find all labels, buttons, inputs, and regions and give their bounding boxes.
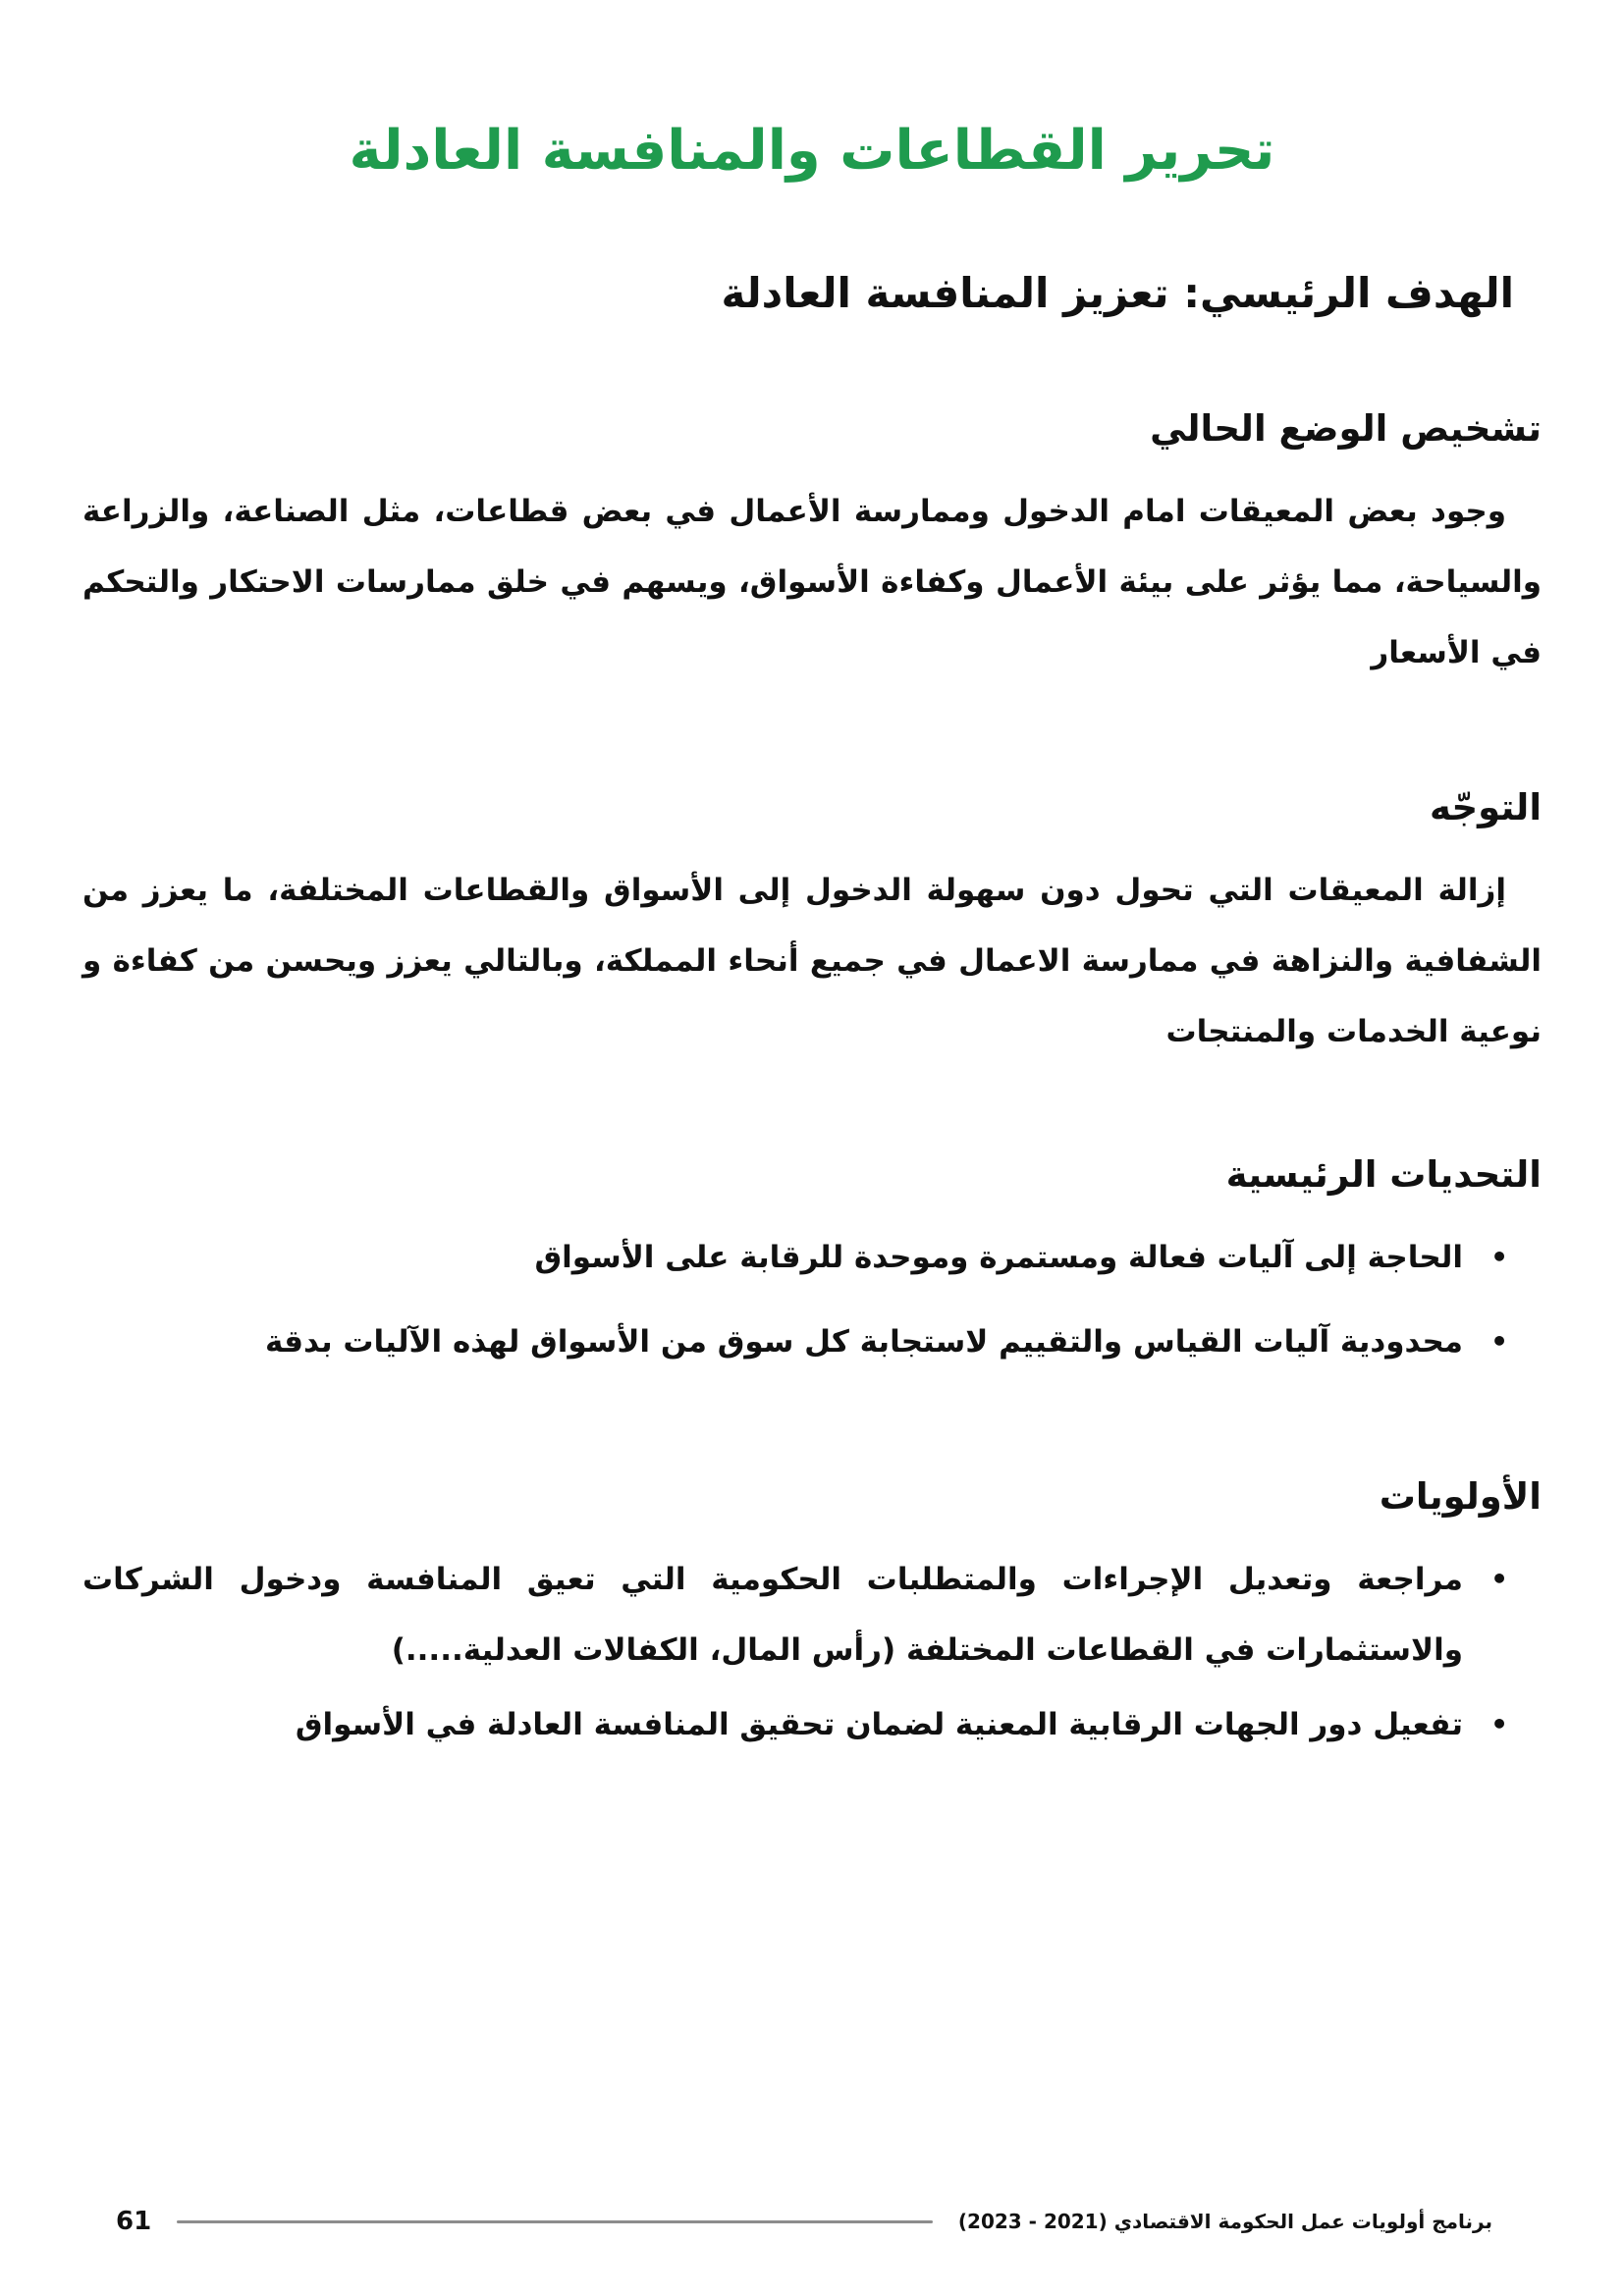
challenge-item-text: محدودية آليات القياس والتقييم لاستجابة كل سوق من الأسواق لهذه الآليات بدقة [264,1323,1463,1360]
list-item [82,1307,1542,1377]
bullet-icon: • [1490,1707,1508,1740]
list-item [82,1689,1542,1760]
list-item [82,1222,1542,1293]
diagnosis-paragraph: وجود بعض المعيقات امام الدخول وممارسة الأعمال في بعض قطاعات، مثل الصناعة، والزراعة والسياحة، مما يؤثر على بيئة الأعمال وكفاءة الأسواق، ويسهم في خلق ممارسات الاحتكار والتحكم في الأسعار [82,494,1542,671]
priority-item-text: تفعيل دور الجهات الرقابية المعنية لضمان تحقيق المنافسة العادلة في الأسواق [295,1706,1463,1742]
direction-paragraph: إزالة المعيقات التي تحول دون سهولة الدخول إلى الأسواق والقطاعات المختلفة، ما يعزز من الشفافية والنزاهة في ممارسة الاعمال في جميع أنحاء المملكة، وبالتالي يعزز ويحسن من كفاءة و نوعية الخدمات والمنتجات [82,873,1542,1050]
footer-rule [177,2220,933,2223]
footer-program-title: برنامج أولويات عمل الحكومة الاقتصادي (2021 - 2023) [957,2210,1492,2233]
page-number: 61 [116,2207,152,2236]
bullet-icon: • [1490,1562,1508,1595]
section-heading-priorities: الأولويات [1379,1474,1542,1518]
main-goal-heading: الهدف الرئيسي: تعزيز المنافسة العادلة [721,268,1514,317]
page-content [0,116,1624,1760]
priorities-list [82,1544,1542,1760]
list-item [82,1544,1542,1685]
section-heading-direction: التوجّه [1430,786,1542,829]
priority-item-text: مراجعة وتعديل الإجراءات والمتطلبات الحكومية التي تعيق المنافسة ودخول الشركات والاستثمارات في القطاعات المختلفة (رأس المال، الكفالات العدلية.....) [82,1561,1463,1668]
section-heading-challenges: التحديات الرئيسية [1225,1153,1542,1197]
page-footer [0,2207,1624,2236]
bullet-icon: • [1490,1324,1508,1358]
challenges-list [82,1222,1542,1377]
bullet-icon: • [1490,1240,1508,1273]
page-title: تحرير القطاعات والمنافسة العادلة [349,119,1275,183]
challenge-item-text: الحاجة إلى آليات فعالة ومستمرة وموحدة للرقابة على الأسواق [534,1239,1463,1275]
section-heading-diagnosis: تشخيص الوضع الحالي [1150,407,1542,451]
